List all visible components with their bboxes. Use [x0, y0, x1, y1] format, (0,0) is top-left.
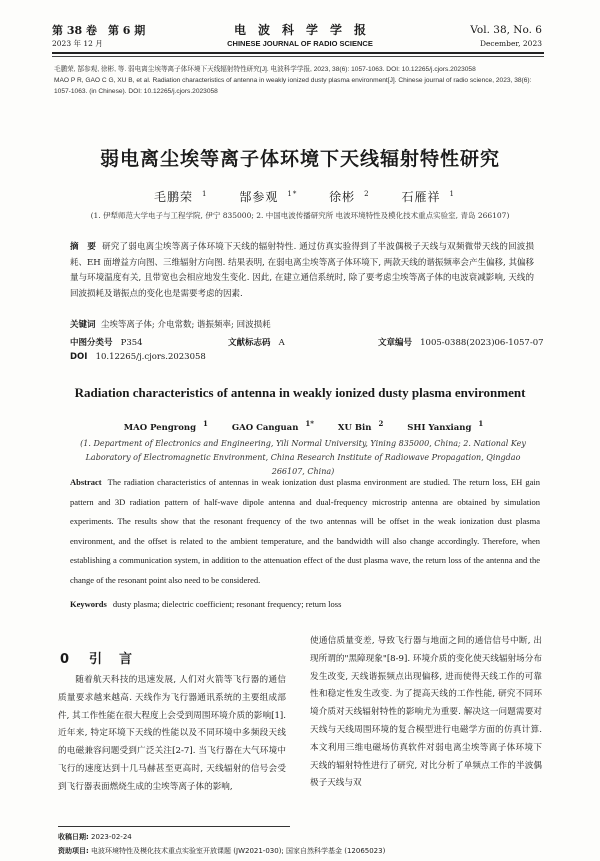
abstract-en-text: The radiation characteristics of antennas in weak ionization dust plasma environment are studied. The return loss, EH gain pattern and 3D radiation pattern of half-wave dipole antenna and dual-frequency microstrip antenna are obtained by simulation experiments. The results show that the resonant frequency of the two antennas will be offset in the weak ionization dust plasma environment, and the offset is related to the ambient temperature, and the bandwidth will also change accordingly. Therefore, when establishing a communication system, in addition to the attenuation effect of the dust plasma wave, the return loss of the antenna and the change of the resonant point also need to be considered.: [70, 477, 540, 585]
header-volume: [52, 24, 145, 50]
header-journal: [170, 24, 430, 50]
keywords-cn: [70, 318, 534, 330]
doc-code: 文献标志码 A: [228, 338, 285, 348]
author-cn: 毛鹏荣 $^1$: [154, 190, 208, 204]
section-title: 引 言: [89, 652, 135, 667]
affiliation-cn: (1. 伊犁师范大学电子与工程学院, 伊宁 835000; 2. 中国电波传播研究所 电波环境特性及模化技术重点实验室, 青岛 266107): [90, 211, 510, 220]
citation-cn: 毛鹏荣, 郜参观, 徐彬, 等. 弱电离尘埃等离子体环境下天线辐射特性研究[J]. 电波科学学报, 2023, 38(6): 1057-1063. DOI: 10.12265/j.cjors.2023058: [54, 66, 476, 73]
body-paragraph: 使通信质量变差, 导致飞行器与地面之间的通信信号中断, 出现所谓的"黑障现象"[8-9]. 环境介质的变化使天线辐射场分布发生改变, 天线谐振频点出现偏移, 进而使得天线工作的可靠性和稳定性发生改变. 为了提高天线的工作性能, 研究不同环境介质对天线辐射特性的影响尤为重要. 解决这一问题需要对天线与天线周围环境的复合模型进行电磁学方面的仿真计算. 本文利用三维电磁场仿真软件对弱电离尘埃等离子体环境下天线的辐射特性进行了研究, 对比分析了单频点工作的半波偶极子天线与双: [310, 636, 542, 789]
footnote-rule: [58, 826, 290, 827]
keywords-en-label: Keywords: [70, 599, 107, 609]
abstract-en: [70, 473, 540, 590]
body-paragraph: 随着航天科技的迅速发展, 人们对火箭等飞行器的通信质量要求越来越高. 天线作为飞行器通讯系统的主要组成部件, 其工作性能在很大程度上会受到周围环境介质的影响[1]. 近年来, 特定环境下天线的性能以及不同环境中多频段天线的电磁兼容问题受到广泛关注[2-7]. 当飞行器在大气环境中飞行的速度达到十几马赫甚至更高时, 天线辐射的信号会受到飞行器表面燃烧生成的尘埃等离子体的影响,: [58, 675, 286, 792]
abstract-cn-text: 研究了弱电离尘埃等离子体环境下天线的辐射特性. 通过仿真实验得到了半波偶极子天线与双频微带天线的回波损耗、EH 面增益方向图、三维辐射方向图. 结果表明, 在弱电离尘埃等离子体环境下, 两款天线的谐振频率会产生偏移, 其偏移量与环境温度有关, 且带宽也会相应地发生变化. 因此, 在建立通信系统时, 除了要考虑尘埃等离子体的电波衰减影响, 天线的回波损耗及谐振点的变化也是需要考虑的因素.: [70, 242, 534, 299]
body-column-right: [310, 633, 542, 793]
section-number: 0: [60, 652, 72, 667]
received-date: 收稿日期: 2023-02-24: [58, 833, 132, 841]
article-number: 文章编号 1005-0388(2023)06-1057-07: [378, 338, 544, 348]
author-cn: 石雁祥 $^1$: [401, 190, 455, 204]
keywords-en-text: dusty plasma; dielectric coefficient; resonant frequency; return loss: [112, 599, 342, 609]
header-rule-thin: [52, 56, 544, 57]
author-cn: 郜参观 $^{1*}$: [239, 190, 298, 204]
date-cn: 2023 年 12 月: [52, 39, 103, 48]
abstract-en-label: Abstract: [70, 477, 102, 487]
section-heading: [60, 648, 152, 667]
author-en: XU Bin $^2$: [337, 419, 384, 433]
volume-cn: 第 38 卷 第 6 期: [52, 24, 146, 37]
keywords-cn-label: 关键词: [70, 320, 96, 330]
author-en: MAO Pengrong $^1$: [123, 419, 208, 433]
header-volume-en: [470, 24, 542, 50]
author-en: GAO Canguan $^{1*}$: [231, 419, 314, 433]
keywords-en: [70, 599, 540, 609]
keywords-cn-text: 尘埃等离子体; 介电常数; 谐振频率; 回波损耗: [100, 320, 271, 330]
header-rule-thick: [52, 52, 544, 54]
citation-en: MAO P R, GAO C G, XU B, et al. Radiation characteristics of antenna in weakly ionized dusty plasma environment[J]. Chinese journal of radio science, 2023, 38(6): 1057-1063. (in Chinese). DOI: 10.12265/j.cjors.2023058: [54, 77, 532, 95]
clc-number: 中图分类号 P354: [70, 338, 143, 348]
title-en: Radiation characteristics of antenna in weakly ionized dusty plasma environment: [74, 385, 526, 400]
footnote: [58, 830, 558, 858]
journal-cn: 电 波 科 学 学 报: [233, 23, 366, 37]
citation-block: [54, 64, 544, 97]
doi: DOI 10.12265/j.cjors.2023058: [70, 352, 206, 362]
title-cn: 弱电离尘埃等离子体环境下天线辐射特性研究: [99, 148, 500, 170]
author-cn: 徐彬 $^2$: [329, 190, 370, 204]
journal-en: CHINESE JOURNAL OF RADIO SCIENCE: [227, 39, 373, 48]
author-en: SHI Yanxiang $^1$: [407, 419, 484, 433]
affiliation-en: (1. Department of Electronics and Engineering, Yili Normal University, Yining 835000, China; 2. National Key Laboratory of Electromagnetic Environment, China Research Institute of Radiowave Propagation, Qingdao 266107, China): [80, 439, 526, 476]
funding: 资助项目: 电波环境特性及模化技术重点实验室开放课题 (JW2021-030); 国家自然科学基金 (12065023): [58, 847, 386, 855]
abstract-cn-label: 摘 要: [70, 242, 97, 252]
body-column-left: [58, 672, 286, 797]
volume-en: Vol. 38, No. 6: [470, 24, 542, 36]
date-en: December, 2023: [479, 39, 542, 48]
authors-cn: [40, 188, 560, 205]
authors-en: [40, 419, 560, 433]
abstract-cn: [70, 240, 534, 302]
